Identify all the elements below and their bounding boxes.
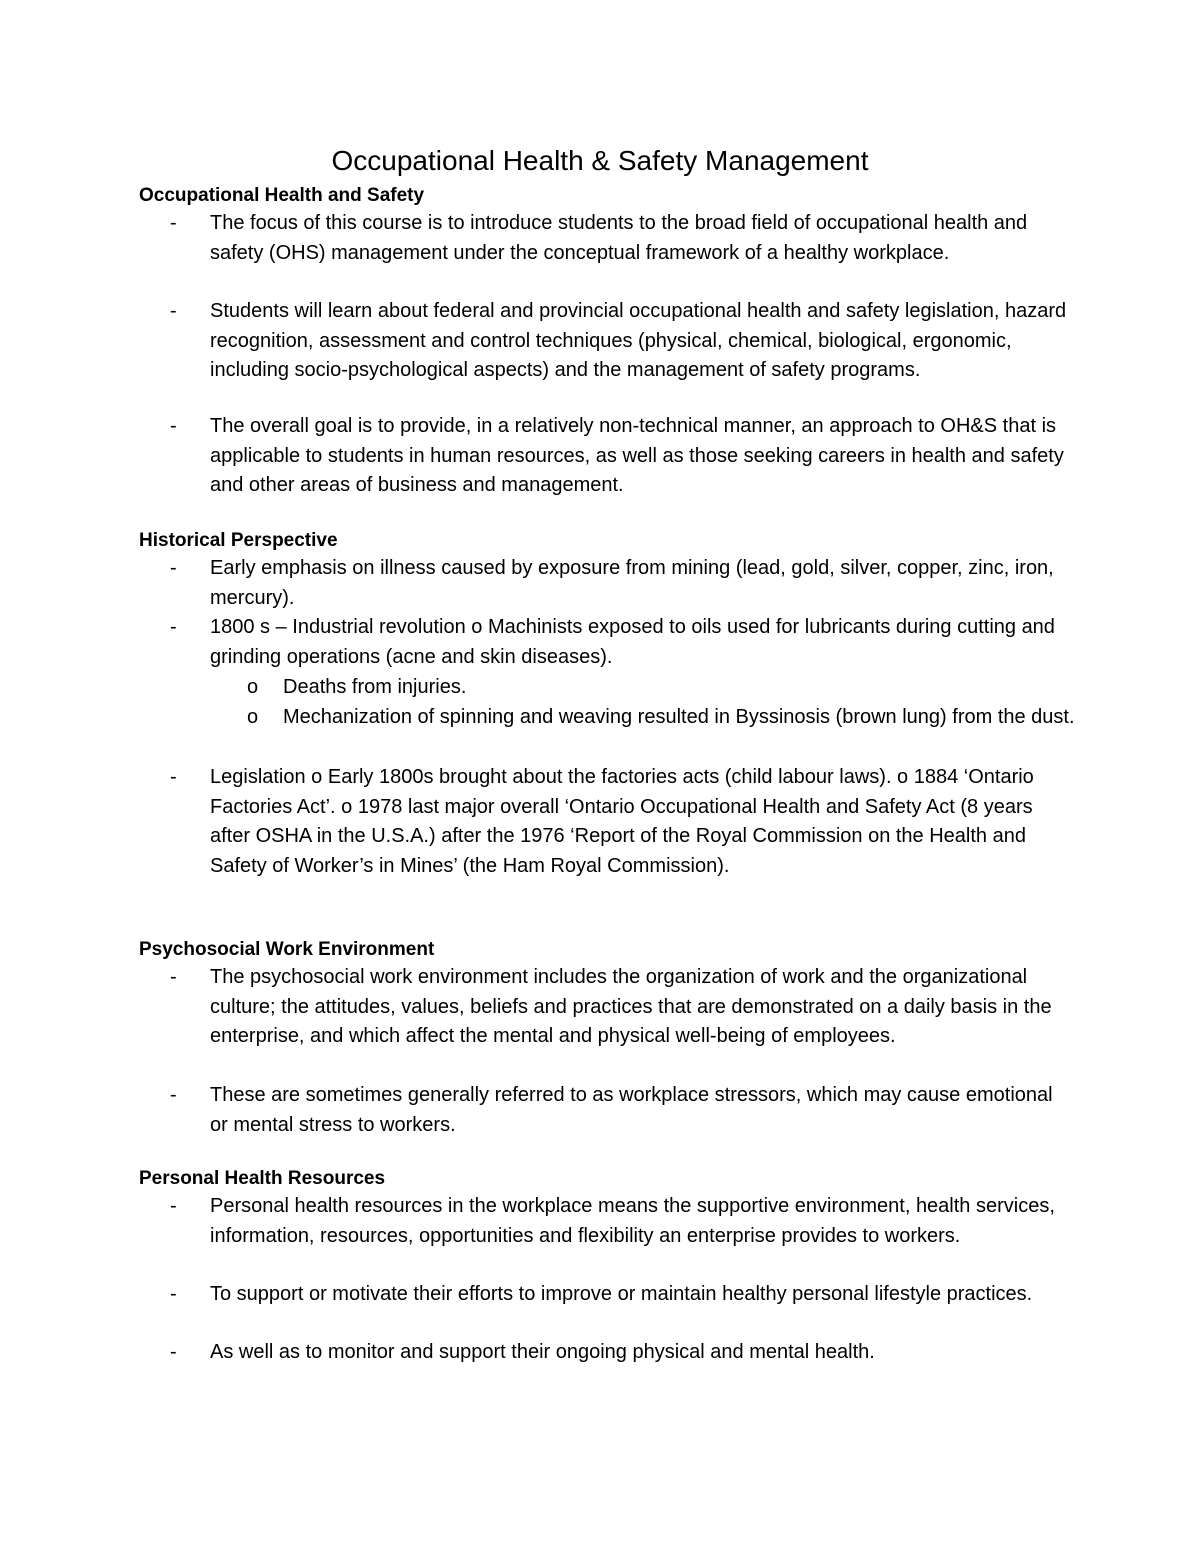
bullet-text: Legislation o Early 1800s brought about the factories acts (child labour laws). o 1884 ‘Ontario Factories Act’. o 1978 last major overall ‘Ontario Occupational Health and Safety Act (8 years after OSHA in the U.S.A.) after the 1976 ‘Report of the Royal Commission on the Health and Safety of Worker’s in Mines’ (the Ham Royal Commission). xyxy=(210,766,1034,877)
sub-list-item xyxy=(247,673,1077,703)
list-item xyxy=(170,1280,1070,1310)
bullet-marker: - xyxy=(170,1283,177,1305)
list-item xyxy=(170,963,1070,1052)
bullet-marker: - xyxy=(170,212,177,234)
bullet-text: Personal health resources in the workplace means the supportive environment, health services, information, resources, opportunities and flexibility an enterprise provides to workers. xyxy=(210,1195,1055,1247)
list-item xyxy=(170,1081,1070,1140)
bullet-marker: - xyxy=(170,557,177,579)
sub-bullet-text: Deaths from injuries. xyxy=(283,676,467,698)
bullet-text: The overall goal is to provide, in a relatively non-technical manner, an approach to OH&S that is applicable to students in human resources, as well as those seeking careers in health and safety and other areas of business and management. xyxy=(210,415,1064,496)
list-item xyxy=(170,554,1070,613)
bullet-marker: - xyxy=(170,1084,177,1106)
section-heading-psychosocial: Psychosocial Work Environment xyxy=(139,939,435,960)
bullet-text: The psychosocial work environment includes the organization of work and the organizational culture; the attitudes, values, beliefs and practices that are demonstrated on a daily basis in the enterprise, and which affect the mental and physical well-being of employees. xyxy=(210,966,1052,1047)
section-heading-ohs: Occupational Health and Safety xyxy=(139,185,425,206)
bullet-text: The focus of this course is to introduce students to the broad field of occupational health and safety (OHS) management under the conceptual framework of a healthy workplace. xyxy=(210,212,1028,264)
bullet-text: These are sometimes generally referred to as workplace stressors, which may cause emotional or mental stress to workers. xyxy=(210,1084,1053,1136)
bullet-marker: - xyxy=(170,616,177,638)
sub-list-item xyxy=(247,703,1077,733)
sub-bullet-marker: o xyxy=(247,706,259,728)
bullet-text: To support or motivate their efforts to improve or maintain healthy personal lifestyle practices. xyxy=(210,1283,1033,1305)
bullet-marker: - xyxy=(170,1341,177,1363)
list-item xyxy=(170,209,1070,268)
bullet-marker: - xyxy=(170,766,177,788)
bullet-marker: - xyxy=(170,300,177,322)
sub-bullet-text: Mechanization of spinning and weaving resulted in Byssinosis (brown lung) from the dust. xyxy=(283,706,1075,728)
list-item xyxy=(170,613,1070,672)
bullet-text: Students will learn about federal and provincial occupational health and safety legislation, hazard recognition, assessment and control techniques (physical, chemical, biological, ergonomic, including socio-psychological aspects) and the management of safety programs. xyxy=(210,300,1067,381)
list-item xyxy=(170,297,1070,386)
section-heading-personal-health: Personal Health Resources xyxy=(139,1168,386,1189)
list-item xyxy=(170,1338,1070,1368)
page-title: Occupational Health & Safety Management xyxy=(331,145,869,176)
bullet-text: 1800 s – Industrial revolution o Machinists exposed to oils used for lubricants during cutting and grinding operations (acne and skin diseases). xyxy=(210,616,1055,668)
section-heading-historical: Historical Perspective xyxy=(139,530,338,551)
bullet-text: As well as to monitor and support their ongoing physical and mental health. xyxy=(210,1341,875,1363)
sub-bullet-marker: o xyxy=(247,676,259,698)
bullet-marker: - xyxy=(170,415,177,437)
bullet-text: Early emphasis on illness caused by exposure from mining (lead, gold, silver, copper, zinc, iron, mercury). xyxy=(210,557,1054,609)
list-item xyxy=(170,1192,1070,1251)
list-item xyxy=(170,412,1070,501)
bullet-marker: - xyxy=(170,1195,177,1217)
bullet-marker: - xyxy=(170,966,177,988)
list-item xyxy=(170,763,1070,881)
